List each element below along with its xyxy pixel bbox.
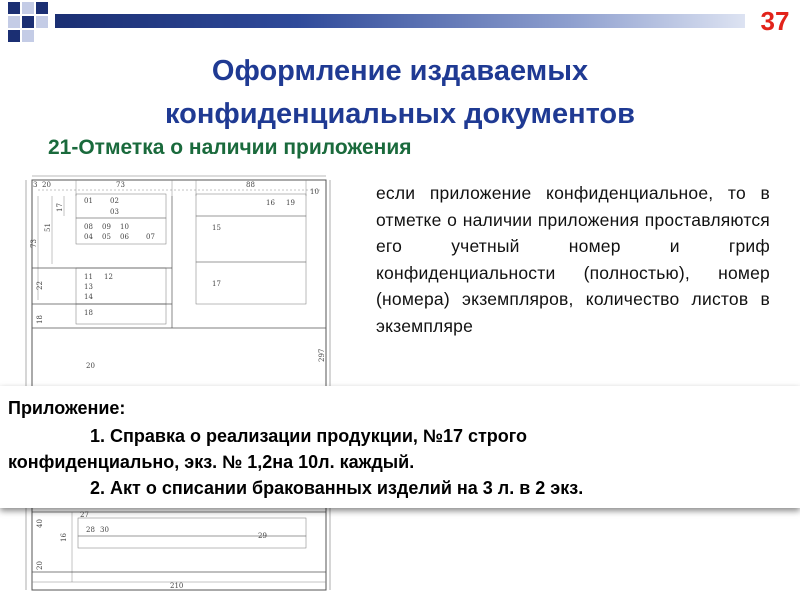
dim-label: 20 bbox=[42, 181, 51, 189]
field-number: 16 bbox=[266, 199, 275, 207]
dim-label: 3 bbox=[33, 181, 38, 189]
field-number: 14 bbox=[84, 293, 93, 301]
field-number: 04 bbox=[84, 233, 93, 241]
page-title bbox=[60, 50, 740, 136]
field-number: 20 bbox=[86, 362, 95, 370]
slide-number: 37 bbox=[760, 6, 790, 36]
field-number: 02 bbox=[110, 197, 119, 205]
field-number: 08 bbox=[84, 223, 93, 231]
form-layout-diagram bbox=[24, 172, 336, 598]
decor-square bbox=[36, 16, 48, 28]
field-number: 01 bbox=[84, 197, 93, 205]
field-number: 09 bbox=[102, 223, 111, 231]
appendix-item: 1. Справка о реализации продукции, №17 строго bbox=[90, 426, 528, 446]
field-number: 29 bbox=[258, 532, 267, 540]
dim-label: 73 bbox=[116, 181, 125, 189]
title-line: конфиденциальных документов bbox=[165, 98, 635, 130]
decor-square bbox=[36, 2, 48, 14]
title-line: Оформление издаваемых bbox=[211, 55, 589, 87]
decor-square bbox=[22, 16, 34, 28]
field-number: 12 bbox=[104, 273, 113, 281]
dim-label: 22 bbox=[36, 281, 44, 290]
field-number: 07 bbox=[146, 233, 155, 241]
field-number: 11 bbox=[84, 273, 93, 281]
dim-label: 40 bbox=[36, 519, 44, 528]
dim-label: 16 bbox=[60, 533, 68, 542]
field-number: 03 bbox=[110, 208, 119, 216]
field-number: 15 bbox=[212, 224, 221, 232]
field-number: 05 bbox=[102, 233, 111, 241]
decor-square bbox=[22, 30, 34, 42]
field-number: 27 bbox=[80, 511, 89, 519]
field-number: 13 bbox=[84, 283, 93, 291]
field-number: 18 bbox=[84, 309, 93, 317]
decor-square bbox=[22, 2, 34, 14]
dim-label: 18 bbox=[36, 315, 44, 324]
form-diagram-svg bbox=[24, 172, 336, 598]
dim-label: 73 bbox=[30, 239, 38, 248]
dim-label: 51 bbox=[44, 223, 52, 232]
field-number: 06 bbox=[120, 233, 129, 241]
appendix-item: 2. Акт о списании бракованных изделий на 3 л. в 2 экз. bbox=[90, 478, 584, 498]
appendix-heading: Приложение: bbox=[8, 398, 126, 418]
dim-label: 17 bbox=[56, 203, 64, 212]
field-number: 30 bbox=[100, 526, 109, 534]
field-number: 17 bbox=[212, 280, 221, 288]
field-number: 19 bbox=[286, 199, 295, 207]
dim-label: 10 bbox=[310, 188, 319, 196]
appendix-box bbox=[0, 386, 800, 508]
header-bar bbox=[55, 14, 745, 28]
field-number: 28 bbox=[86, 526, 95, 534]
appendix-item: конфиденциально, экз. № 1,2на 10л. каждый. bbox=[8, 452, 415, 472]
description-text: если приложение конфиденциальное, то в отметке о наличии приложения проставляются его учетный номер и гриф конфиденциальности (полностью), номер (номера) экземпляров, количество листов в экземпляре bbox=[376, 183, 770, 336]
decor-square bbox=[8, 2, 20, 14]
dim-label: 210 bbox=[170, 582, 184, 590]
decor-square bbox=[8, 30, 20, 42]
decor-square bbox=[8, 16, 20, 28]
dim-label: 88 bbox=[246, 181, 255, 189]
dim-label: 297 bbox=[318, 348, 326, 362]
field-number: 10 bbox=[120, 223, 129, 231]
subtitle: 21-Отметка о наличии приложения bbox=[48, 136, 412, 159]
dim-label: 20 bbox=[36, 561, 44, 570]
